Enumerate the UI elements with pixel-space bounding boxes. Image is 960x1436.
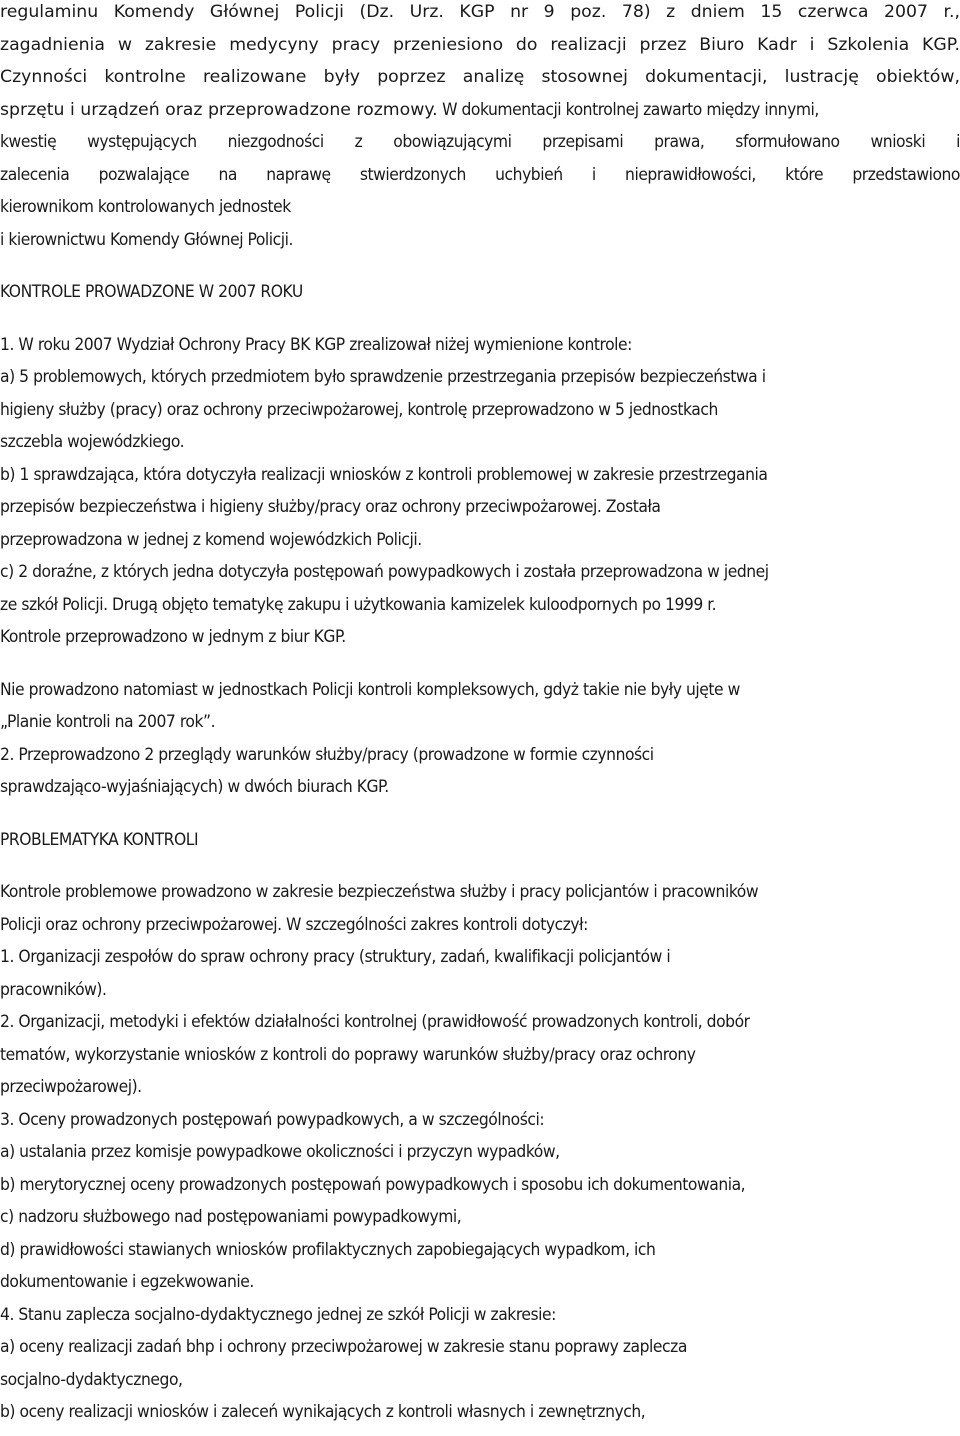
text-line: c) nadzoru służbowego nad postępowaniami powypadkowymi, — [0, 1207, 462, 1227]
text-line — [0, 94, 960, 127]
text-line: zalecenia pozwalające na naprawę stwierdzonych uchybień i nieprawidłowości, które przedstawiono — [0, 164, 960, 185]
text-line: przeciwpożarowej). — [0, 1077, 142, 1097]
section1-paragraph — [0, 674, 960, 804]
spacer — [0, 256, 960, 276]
text-line: 2. Organizacji, metodyki i efektów działalności kontrolnej (prawidłowość prowadzonych kontroli, dobór — [0, 1012, 750, 1032]
text-line: 4. Stanu zaplecza socjalno-dydaktycznego jednej ze szkół Policji w zakresie: — [0, 1304, 556, 1325]
text-line: ze szkół Policji. Drugą objęto tematykę zakupu i użytkowania kamizelek kuloodpornych po 1999 r. — [0, 594, 717, 615]
text-line: 1. Organizacji zespołów do spraw ochrony pracy (struktury, zadań, kwalifikacji policjantów i — [0, 947, 671, 967]
text-line: i kierownictwu Komendy Głównej Policji. — [0, 229, 293, 250]
text-line: „Planie kontroli na 2007 rok”. — [0, 712, 216, 732]
section-heading: PROBLEMATYKA KONTROLI — [0, 829, 199, 850]
text-line: 3. Oceny prowadzonych postępowań powypadkowych, a w szczególności: — [0, 1109, 545, 1130]
text-line: socjalno-dydaktycznego, — [0, 1369, 183, 1390]
text-line: Czynności kontrolne realizowane były poprzez analizę stosownej dokumentacji, lustrację obiektów, — [0, 67, 960, 87]
section2-list — [0, 876, 960, 1429]
text-line: a) 5 problemowych, których przedmiotem było sprawdzenie przestrzegania przepisów bezpieczeństwa i — [0, 367, 766, 387]
text-line: przeprowadzona w jednej z komend wojewódzkich Policji. — [0, 529, 422, 550]
text-fragment: W dokumentacji kontrolnej zawarto między innymi, — [437, 99, 819, 120]
section-heading: KONTROLE PROWADZONE W 2007 ROKU — [0, 282, 303, 302]
text-line: a) oceny realizacji zadań bhp i ochrony przeciwpożarowej w zakresie stanu poprawy zaplecza — [0, 1337, 687, 1357]
text-line: c) 2 doraźne, z których jedna dotyczyła postępowań powypadkowych i została przeprowadzona w jednej — [0, 562, 769, 582]
text-line: Policji oraz ochrony przeciwpożarowej. W szczególności zakres kontroli dotyczył: — [0, 914, 588, 935]
spacer — [0, 804, 960, 824]
text-line: szczebla wojewódzkiego. — [0, 432, 185, 452]
text-line: kierownikom kontrolowanych jednostek — [0, 197, 291, 217]
text-line: b) oceny realizacji wniosków i zaleceń wynikających z kontroli własnych i zewnętrznych, — [0, 1402, 646, 1422]
text-line: regulaminu Komendy Głównej Policji (Dz. Urz. KGP nr 9 poz. 78) z dniem 15 czerwca 2007 r., — [0, 2, 960, 22]
text-line: zagadnienia w zakresie medycyny pracy przeniesiono do realizacji przez Biuro Kadr i Szkolenia KGP. — [0, 34, 960, 55]
text-line: d) prawidłowości stawianych wniosków profilaktycznych zapobiegających wypadkom, ich — [0, 1239, 656, 1260]
text-line: sprawdzająco-wyjaśniających) w dwóch biurach KGP. — [0, 777, 389, 797]
text-line: Kontrole przeprowadzono w jednym z biur KGP. — [0, 627, 346, 647]
section1-list — [0, 329, 960, 654]
spacer — [0, 309, 960, 329]
intro-paragraph — [0, 0, 960, 256]
text-line: b) merytorycznej oceny prowadzonych postępowań powypadkowych i sposobu ich dokumentowania, — [0, 1174, 746, 1195]
spacer — [0, 654, 960, 674]
text-line: pracowników). — [0, 979, 107, 1000]
text-line: higieny służby (pracy) oraz ochrony przeciwpożarowej, kontrolę przeprowadzono w 5 jednostkach — [0, 399, 718, 420]
text-line: tematów, wykorzystanie wniosków z kontroli do poprawy warunków służby/pracy oraz ochrony — [0, 1044, 696, 1065]
text-line: przepisów bezpieczeństwa i higieny służby/pracy oraz ochrony przeciwpożarowej. Została — [0, 497, 661, 517]
text-line: 2. Przeprowadzono 2 przeglądy warunków służby/pracy (prowadzone w formie czynności — [0, 744, 654, 765]
text-line: Kontrole problemowe prowadzono w zakresie bezpieczeństwa służby i pracy policjantów i pracowników — [0, 882, 759, 902]
text-line: dokumentowanie i egzekwowanie. — [0, 1272, 254, 1292]
text-line: 1. W roku 2007 Wydział Ochrony Pracy BK KGP zrealizował niżej wymienione kontrole: — [0, 334, 632, 355]
text-line: b) 1 sprawdzająca, która dotyczyła realizacji wniosków z kontroli problemowej w zakresie przestrzegania — [0, 464, 768, 485]
text-line: Nie prowadzono natomiast w jednostkach Policji kontroli kompleksowych, gdyż takie nie były ujęte w — [0, 679, 740, 700]
spacer — [0, 856, 960, 876]
text-line: kwestię występujących niezgodności z obowiązującymi przepisami prawa, sformułowano wnioski i — [0, 132, 960, 152]
text-fragment: sprzętu i urządzeń oraz przeprowadzone rozmowy. — [0, 99, 438, 120]
text-line: a) ustalania przez komisje powypadkowe okoliczności i przyczyn wypadków, — [0, 1142, 560, 1162]
